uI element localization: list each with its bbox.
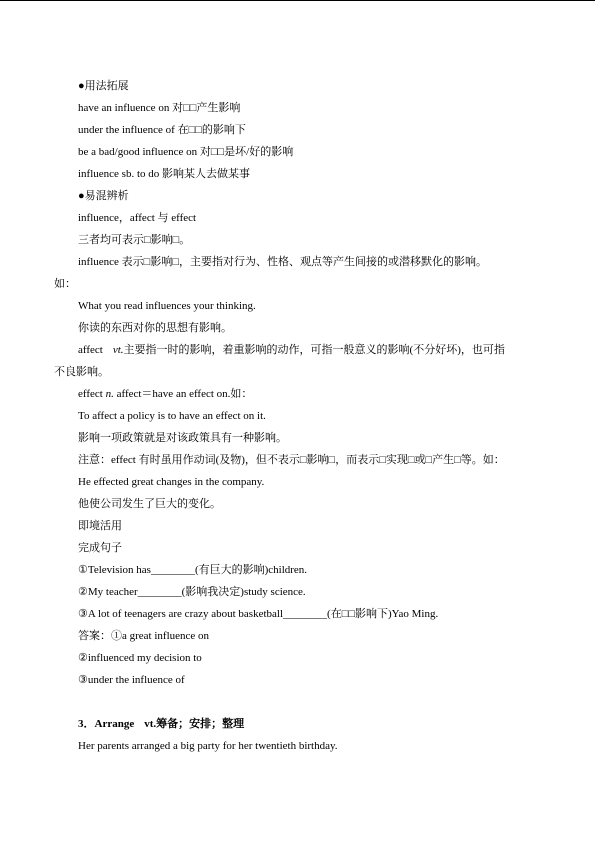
exercise-item-2: ②My teacher________(影响我决定)study science. <box>78 586 306 598</box>
confusables-heading: ●易混辨析 <box>78 190 129 202</box>
answer-item-3: ③under the influence of <box>78 674 185 686</box>
page-top-rule <box>0 0 595 1</box>
example-translation-2: 影响一项政策就是对该政策具有一种影响。 <box>78 432 287 444</box>
arrange-definition: vt.筹备；安排；整理 <box>144 718 245 730</box>
affect-explanation <box>78 343 505 357</box>
example-sentence-1: What you read influences your thinking. <box>78 300 256 312</box>
example-sentence-3: He effected great changes in the company. <box>78 476 265 488</box>
affect-word: affect <box>78 344 103 356</box>
effect-explanation <box>78 387 252 401</box>
confusables-title: influence，affect 与 effect <box>78 212 197 224</box>
exercise-item-3: ③A lot of teenagers are crazy about basketball________(在□□影响下)Yao Ming. <box>78 608 439 620</box>
phrase-have-an-influence-on: have an influence on 对□□产生影响 <box>78 102 241 114</box>
example-sentence-2: To affect a policy is to have an effect on it. <box>78 410 266 422</box>
arrange-word: 3．Arrange <box>78 718 135 730</box>
phrase-influence-sb-to-do: influence sb. to do 影响某人去做某事 <box>78 168 251 180</box>
influence-explanation-cont: 如： <box>54 278 76 290</box>
effect-pos: n. <box>105 388 114 400</box>
all-three-mean-influence: 三者均可表示□影响□。 <box>78 234 191 246</box>
answer-item-1: 答案：①a great influence on <box>78 630 210 642</box>
phrase-be-a-bad-good-influence-on: be a bad/good influence on 对□□是坏/好的影响 <box>78 146 294 158</box>
section-heading-arrange <box>78 717 244 731</box>
affect-explanation-cont: 不良影响。 <box>54 366 109 378</box>
effect-definition: affect＝have an effect on.如： <box>113 388 253 400</box>
arrange-example-sentence: Her parents arranged a big party for her twentieth birthday. <box>78 740 338 752</box>
practice-heading: 即境活用 <box>78 520 122 532</box>
affect-definition: 主要指一时的影响，着重影响的动作，可指一般意义的影响(不分好坏)，也可指 <box>123 344 505 356</box>
exercise-item-1: ①Television has________(有巨大的影响)children. <box>78 564 308 576</box>
usage-extension-heading: ●用法拓展 <box>78 80 129 92</box>
influence-explanation: influence 表示□影响□，主要指对行为、性格、观点等产生间接的或潜移默化的影响。 <box>78 256 487 268</box>
answer-item-2: ②influenced my decision to <box>78 652 202 664</box>
example-translation-3: 他使公司发生了巨大的变化。 <box>78 498 221 510</box>
effect-word: effect <box>78 388 106 400</box>
affect-pos: vt. <box>112 344 124 356</box>
example-translation-1: 你读的东西对你的思想有影响。 <box>78 322 232 334</box>
phrase-under-the-influence-of: under the influence of 在□□的影响下 <box>78 124 246 136</box>
effect-verb-note: 注意：effect 有时虽用作动词(及物)，但不表示□影响□，而表示□实现□或□产生□等。如： <box>78 454 505 466</box>
complete-sentences-heading: 完成句子 <box>78 542 122 554</box>
